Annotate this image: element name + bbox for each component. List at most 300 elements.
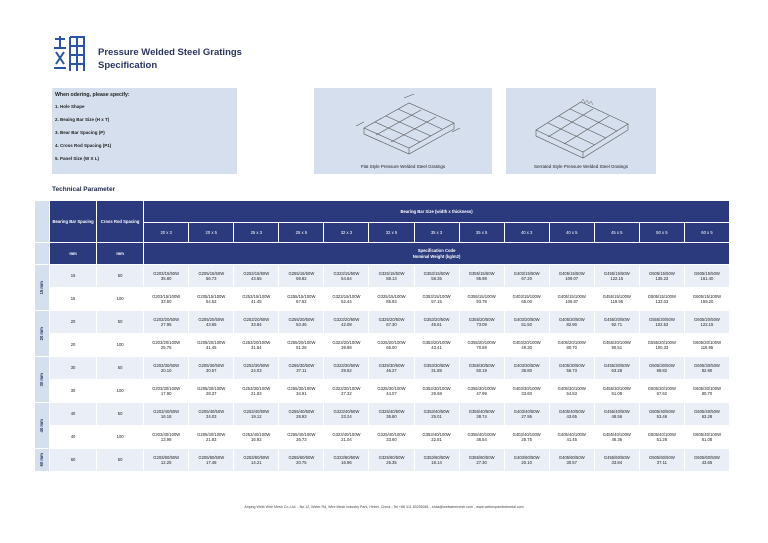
table-row [35,311,730,334]
spec-code: G205/15/50W [198,270,225,276]
nominal-weight: 19.12 [251,414,262,419]
serrated-grating-panel [506,88,656,174]
spec-cell [234,426,279,449]
cross-spacing-value: 50 [97,265,144,288]
nominal-weight: 47.99 [476,391,487,396]
bearing-spacing-value: 60 [50,449,97,472]
nominal-weight: 18.14 [431,460,442,465]
spec-cell [369,265,414,288]
nominal-weight: 61.08 [611,391,623,396]
nominal-weight: 16.96 [341,460,352,465]
size-column-header: 40 x 3 [504,223,549,243]
spec-code: G403/20/100W [512,339,541,345]
nominal-weight: 41.45 [205,345,217,350]
spec-code: G253/40/100W [242,431,271,437]
spec-code: G455/15/100W [602,293,631,299]
nominal-weight: 16.18 [160,414,172,419]
footer-contact: Anping Weib Wire Mesh Co.,Ltd. - No.12, Weier Rd, Wire Mesh Industry Park, Hebei, China - Tel +86 311 80255081 - shas@webwiremesh.com - www.webexpandedmetal.com [244,505,524,509]
spec-cell [234,334,279,357]
spec-code: G323/60/50W [333,454,360,460]
spec-cell [504,403,549,426]
table-row [35,403,730,426]
nominal-weight: 63.28 [701,414,713,419]
nominal-weight: 54.53 [205,299,217,304]
cross-spacing-value: 50 [97,403,144,426]
spec-cell [234,265,279,288]
wire-mesh-logo-icon [52,34,86,74]
serrated-grating-caption: Serrated Style Pressure Welded Steel Gratings [534,164,628,169]
spec-code: G205/15/100W [197,293,226,299]
spec-cell [459,334,504,357]
nominal-weight: 13.98 [160,437,172,442]
size-column-header: 40 x 5 [549,223,594,243]
nominal-weight: 20.10 [160,368,172,373]
spec-code: G255/30/100W [287,385,316,391]
unit-cross: mm [97,243,144,265]
spec-code: G325/15/100W [377,293,406,299]
spec-code: G405/60/50W [558,454,585,460]
table-row [35,334,730,357]
spec-cell [189,334,234,357]
spec-cell [414,357,459,380]
nominal-weight: 69.82 [656,368,668,373]
spec-code: G405/30/100W [557,385,586,391]
spec-code: G505/40/50W [648,408,675,414]
spec-cell [504,265,549,288]
spec-cell [594,403,639,426]
spec-code: G403/15/100W [512,293,541,299]
nominal-weight: 35.80 [521,368,532,373]
spec-code: G255/30/50W [288,362,315,368]
nominal-weight: 43.65 [205,322,217,327]
nominal-weight: 43.65 [251,276,262,281]
spec-cell [549,334,594,357]
spec-code: G203/15/50W [153,270,180,276]
spec-cell [594,311,639,334]
spec-cell [639,426,684,449]
nominal-weight: 17.48 [205,460,217,465]
nominal-weight: 44.07 [386,391,397,396]
spec-code: G203/40/100W [152,431,181,437]
nominal-weight: 24.03 [205,414,217,419]
spec-code: G253/20/50W [243,316,270,322]
spec-cell [279,357,324,380]
group-label-text: 15 mm [39,280,45,295]
title-line-2: Specification [98,60,158,71]
nominal-weight: 50.19 [476,368,487,373]
spec-code: G505/60/50W [648,454,675,460]
spec-cell [639,357,684,380]
table-row [35,449,730,472]
spec-cell [279,426,324,449]
spec-cell [459,265,504,288]
spec-cell [189,449,234,472]
nominal-weight: 106.87 [565,299,579,304]
ordering-heading: When odering, please specify: [55,92,130,98]
nominal-weight: 88.13 [386,276,397,281]
spec-cell [144,380,189,403]
nominal-weight: 51.26 [656,437,668,442]
nominal-weight: 161.40 [700,276,714,281]
spec-cell [414,426,459,449]
group-label-text: 40 mm [39,418,45,433]
nominal-weight: 95.98 [476,276,487,281]
nominal-weight: 33.84 [611,460,623,465]
spec-code: G255/20/100W [287,339,316,345]
bearing-spacing-value: 40 [50,426,97,449]
spec-cell [279,380,324,403]
spec-cell [549,288,594,311]
spec-cell [639,449,684,472]
spec-code: G405/20/50W [558,316,585,322]
spec-cell [144,357,189,380]
spec-cell [369,403,414,426]
table-row [35,288,730,311]
spec-code: G323/30/100W [332,385,361,391]
spec-code: G323/15/100W [332,293,361,299]
table-row [35,426,730,449]
nominal-weight: 51.26 [296,345,307,350]
spec-code: G455/15/50W [603,270,630,276]
nominal-weight: 27.95 [521,414,532,419]
spec-cell [684,311,729,334]
spec-cell [549,426,594,449]
spec-cell [459,403,504,426]
spec-code: G323/40/100W [332,431,361,437]
bearing-spacing-value: 30 [50,357,97,380]
spec-code: G405/30/50W [558,362,585,368]
spec-code: G203/30/100W [152,385,181,391]
spec-code: G255/40/50W [288,408,315,414]
spec-cell [414,288,459,311]
spec-code: G405/20/100W [557,339,586,345]
spec-code: G355/60/50W [468,454,495,460]
spec-code: G455/40/100W [602,431,631,437]
size-column-header: 25 x 3 [234,223,279,243]
size-column-header: 20 x 5 [189,223,234,243]
spec-code: G205/30/50W [198,362,225,368]
spec-cell [594,380,639,403]
header-spacer [35,243,50,265]
spec-cell [324,426,369,449]
nominal-weight: 41.45 [251,299,262,304]
spec-code: G323/20/100W [332,339,361,345]
spec-cell [594,449,639,472]
spec-code: G323/30/50W [333,362,360,368]
ordering-item: 4. Cross Rod Spacing (P1) [55,143,112,148]
nominal-weight: 135.23 [655,276,669,281]
bearing-spacing-value: 15 [50,288,97,311]
size-column-header: 35 x 5 [459,223,504,243]
nominal-weight: 53.46 [296,322,307,327]
bearing-spacing-value: 30 [50,380,97,403]
group-label-text: 60 mm [39,453,45,467]
flat-grating-panel [314,88,492,174]
spec-code: G353/40/50W [423,408,450,414]
group-label [35,357,50,403]
nominal-weight: 43.41 [431,345,442,350]
spec-cell [639,288,684,311]
spec-code: G353/20/100W [422,339,451,345]
spec-cell [144,403,189,426]
spec-code: G355/30/50W [468,362,495,368]
spec-cell [504,449,549,472]
spec-cell [504,334,549,357]
spec-cell [639,380,684,403]
spec-code: G325/20/50W [378,316,405,322]
spec-code: G253/15/100W [242,293,271,299]
spec-code: G403/20/50W [513,316,540,322]
nominal-weight: 30.57 [205,368,217,373]
spec-cell [549,449,594,472]
spec-code: G405/40/100W [557,431,586,437]
nominal-weight: 122.15 [610,276,624,281]
nominal-weight: 92.71 [611,322,623,327]
spec-code: G325/40/100W [377,431,406,437]
nominal-weight: 37.11 [656,460,667,465]
ordering-item: 3. Bear Bar Spacing (P) [55,130,105,135]
nominal-weight: 70.89 [476,345,487,350]
spec-cell [684,265,729,288]
spec-code: G353/30/50W [423,362,450,368]
spec-code: G403/30/100W [512,385,541,391]
nominal-weight: 54.64 [341,276,352,281]
nominal-weight: 52.44 [341,299,352,304]
spec-code: G353/40/100W [422,431,451,437]
nominal-weight: 67.62 [296,299,307,304]
nominal-weight: 43.65 [701,460,713,465]
nominal-weight: 25.01 [431,414,442,419]
spec-code: G253/20/100W [242,339,271,345]
nominal-weight: 30.57 [566,460,577,465]
nominal-weight: 25.35 [386,460,397,465]
nominal-weight: 36.54 [476,437,487,442]
spec-code: G203/20/100W [152,339,181,345]
spec-code: G403/15/50W [513,270,540,276]
nominal-weight: 67.20 [521,276,532,281]
spec-cell [324,357,369,380]
spec-cell [324,380,369,403]
size-column-header: 32 x 3 [324,223,369,243]
spec-cell [369,380,414,403]
spec-cell [459,357,504,380]
ordering-item: 5. Panel Size (W X L) [55,156,100,161]
nominal-weight: 58.35 [431,276,442,281]
nominal-weight: 39.88 [341,345,352,350]
spec-cell [504,380,549,403]
spec-code: G405/15/100W [557,293,586,299]
spec-code: G325/40/50W [378,408,405,414]
size-column-header: 35 x 3 [414,223,459,243]
spec-cell [234,449,279,472]
group-label-text: 30 mm [39,372,45,387]
nominal-weight: 46.27 [386,368,397,373]
spec-code: G253/60/50W [243,454,270,460]
spec-cell [459,426,504,449]
bearing-spacing-value: 40 [50,403,97,426]
nominal-weight: 46.36 [611,437,623,442]
spec-cell [549,357,594,380]
spec-code: G605/20/100W [692,339,722,345]
spec-code: G605/15/100W [692,293,722,299]
header-cross-spacing: Cross Rod Spacing [97,201,144,243]
spec-cell [144,265,189,288]
technical-parameter-title: Technical Parameter [52,186,116,193]
spec-code: G253/40/50W [243,408,270,414]
spec-cell [234,288,279,311]
spec-code: G505/30/100W [647,385,676,391]
nominal-weight: 119.95 [700,345,714,350]
nominal-weight: 43.65 [566,414,577,419]
spec-cell [189,380,234,403]
unit-bearing: mm [50,243,97,265]
flat-grating-caption: Flat Style Pressure Welded Steel Gratings [360,164,446,169]
nominal-weight: 17.90 [160,391,172,396]
spec-cell [279,265,324,288]
spec-code: G253/30/100W [242,385,271,391]
spec-cell [504,311,549,334]
spec-code: G455/30/50W [603,362,630,368]
spec-cell [549,380,594,403]
spec-cell [279,449,324,472]
spec-cell [144,311,189,334]
spec-cell [324,311,369,334]
nominal-weight: 54.53 [566,391,577,396]
spec-cell [234,403,279,426]
spec-cell [144,426,189,449]
spec-cell [324,288,369,311]
table-row [35,357,730,380]
header-spacer [35,201,50,243]
spec-code: G355/20/100W [467,339,496,345]
spec-cell [639,311,684,334]
nominal-weight: 159.20 [700,299,714,304]
spec-cell [684,288,729,311]
nominal-weight: 48.56 [611,414,623,419]
spec-cell [189,403,234,426]
spec-code: G205/30/100W [197,385,226,391]
nominal-weight: 41.45 [566,437,577,442]
spec-code: G355/15/100W [467,293,496,299]
nominal-weight: 27.30 [476,460,487,465]
nominal-weight: 33.60 [160,299,172,304]
spec-cell [369,357,414,380]
spec-code: G355/40/100W [467,431,496,437]
spec-code: G323/15/50W [333,270,360,276]
nominal-weight: 27.32 [341,391,352,396]
spec-cell [594,426,639,449]
size-column-header: 60 x 5 [684,223,729,243]
spec-code: G605/40/50W [694,408,720,414]
nominal-weight: 90.51 [611,345,623,350]
spec-code: G325/60/50W [378,454,405,460]
spec-code: G355/15/50W [468,270,495,276]
nominal-weight: 100.33 [655,345,669,350]
spec-cell [369,311,414,334]
nominal-weight: 29.68 [431,391,442,396]
spec-code: G205/40/50W [198,408,225,414]
table-row [35,380,730,403]
spec-cell [459,311,504,334]
bearing-spacing-value: 15 [50,265,97,288]
nominal-weight: 61.08 [701,437,713,442]
nominal-weight: 67.30 [386,322,397,327]
spec-cell [594,334,639,357]
spec-code: G205/60/50W [198,454,225,460]
spec-cell [144,334,189,357]
nominal-weight: 133.03 [655,299,669,304]
spec-cell [279,334,324,357]
spec-cell [639,265,684,288]
group-label [35,311,50,357]
spec-code-line-2: Nominal Weight (kg/m2) [412,253,461,259]
nominal-weight: 22.81 [431,437,442,442]
spec-code: G605/15/50W [694,270,720,276]
spec-cell [189,265,234,288]
spec-code: G605/40/100W [692,431,722,437]
cross-spacing-value: 50 [97,449,144,472]
spec-code: G455/20/50W [603,316,630,322]
spec-code: G505/40/100W [647,431,676,437]
size-column-header: 32 x 5 [369,223,414,243]
nominal-weight: 65.00 [521,299,532,304]
spec-code: G323/20/50W [333,316,360,322]
nominal-weight: 33.60 [386,437,397,442]
spec-code: G403/30/50W [513,362,540,368]
nominal-weight: 80.70 [701,391,713,396]
spec-cell [324,449,369,472]
nominal-weight: 82.90 [701,368,713,373]
spec-cell [324,334,369,357]
nominal-weight: 35.80 [386,414,397,419]
cross-spacing-value: 100 [97,380,144,403]
spec-cell [594,265,639,288]
nominal-weight: 28.93 [296,414,307,419]
spec-code-header [144,243,730,265]
flat-grating-drawing [314,88,492,174]
cross-spacing-value: 100 [97,334,144,357]
spec-code: G403/40/100W [512,431,541,437]
spec-code: G255/15/100W [287,293,316,299]
ordering-item: 2. Beaing Bar Size (H x T) [55,117,110,122]
spec-cell [144,449,189,472]
nominal-weight: 34.91 [296,391,307,396]
ordering-instructions [52,88,237,174]
spec-cell [684,449,729,472]
nominal-weight: 21.83 [205,437,217,442]
size-column-header: 45 x 5 [594,223,639,243]
nominal-weight: 25.75 [521,437,532,442]
spec-code: G455/20/100W [602,339,631,345]
nominal-weight: 20.75 [296,460,307,465]
spec-code: G203/30/50W [153,362,180,368]
nominal-weight: 33.60 [521,391,532,396]
nominal-weight: 69.82 [296,276,307,281]
spec-cell [414,265,459,288]
spec-cell [459,449,504,472]
spec-code: G325/30/100W [377,385,406,391]
nominal-weight: 56.73 [566,368,577,373]
nominal-weight: 67.62 [656,391,668,396]
nominal-weight: 82.90 [566,322,577,327]
spec-cell [549,311,594,334]
spec-code: G405/15/50W [558,270,585,276]
spec-cell [144,288,189,311]
nominal-weight: 38.74 [476,414,487,419]
spec-code: G203/20/50W [153,316,180,322]
spec-cell [549,403,594,426]
spec-code: G255/60/50W [288,454,315,460]
